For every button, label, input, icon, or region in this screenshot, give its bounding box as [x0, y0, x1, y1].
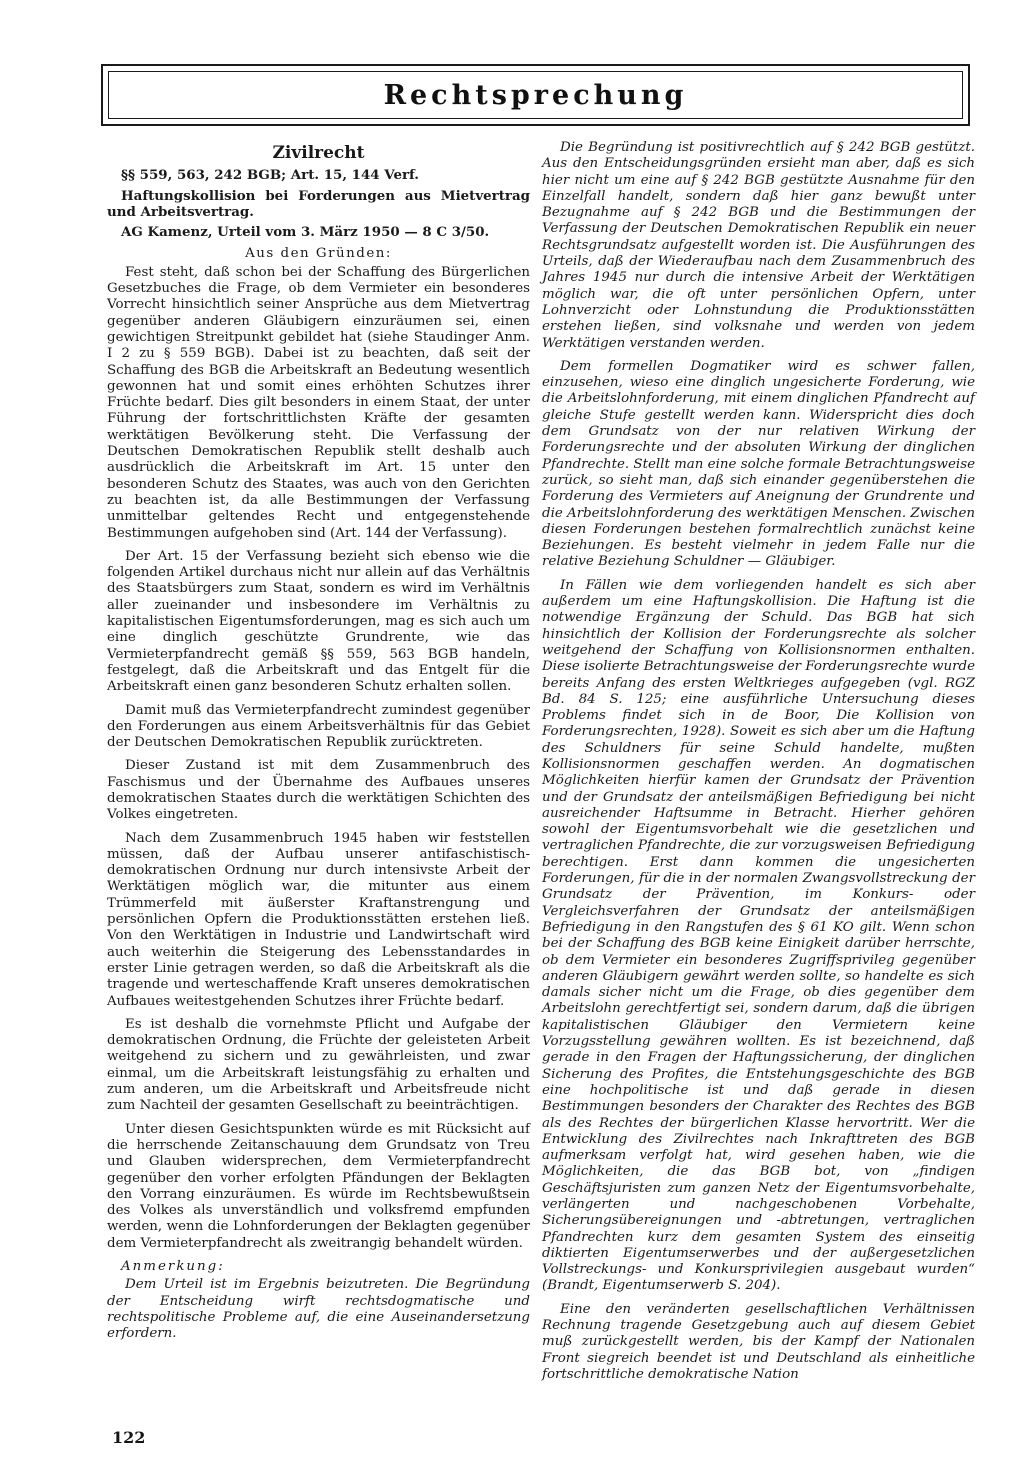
- paragraph: Nach dem Zusammenbruch 1945 haben wir feststellen müssen, daß der Aufbau unserer antifaschistisch-demokratischen Ordnung nur durch intensivste Arbeit der Werktätigen möglich war, die mitunter aus einem Trümmerfeld mit äußerster Kraftanstrengung und persönlichen Opfern die Produktionsstätten erstehen ließ. Von den Werktätigen in Industrie und Landwirtschaft wird auch weiterhin die Steigerung des Lebensstandardes in erster Linie getragen werden, so daß die Arbeitskraft als die tragende und werteschaffende Kraft unseres demokratischen Aufbaues weitestgehenden Schutzes ihrer Früchte bedarf.: [107, 830, 530, 1009]
- page-title: Rechtsprechung: [383, 79, 688, 111]
- paragraph: In Fällen wie dem vorliegenden handelt es sich aber außerdem um eine Haftungskollision. Die Haftung ist die notwendige Ergänzung der Schuld. Das BGB hat sich hinsichtlich der Kollision der Forderungsrechte als solcher weitgehend der Schaffung von Kollisionsnormen enthalten. Diese isolierte Betrachtungsweise der Forderungsrechte wurde bereits Anfang des ersten Weltkrieges aufgegeben (vgl. RGZ Bd. 84 S. 125; eine ausführliche Untersuchung dieses Problems findet sich in de Boor, Die Kollision von Forderungsrechten, 1928). Soweit es sich aber um die Haftung des Schuldners für seine Schuld handelte, mußten Kollisionsnormen geschaffen werden. An dogmatischen Möglichkeiten hierfür kamen der Grundsatz der Prävention und der Grundsatz der anteilsmäßigen Befriedigung bei nicht ausreichender Haftsumme in Betracht. Hierher gehören sowohl der Eigentumsvorbehalt wie die gesetzlichen und vertraglichen Pfandrechte, die zur vorzugsweisen Befriedigung berechtigen. Erst dann kommen die ungesicherten Forderungen, für die in der normalen Zwangsvollstreckung der Grundsatz der Prävention, im Konkurs- oder Vergleichsverfahren der Grundsatz der anteilsmäßigen Befriedigung in den Rangstufen des § 61 KO gilt. Wenn schon bei der Schaffung des BGB keine Einigkeit darüber herrschte, ob dem Vermieter ein besonderes Zugriffsprivileg gegenüber anderen Gläubigern gewährt werden sollte, so handelte es sich damals sicher nicht um die Frage, ob dies gegenüber dem Arbeitslohn gerechtfertigt sei, sondern darum, daß die übrigen kapitalistischen Gläubiger den Vermietern keine Vorzugsstellung gewähren wollten. Es ist bezeichnend, daß gerade in den Fragen der Haftungssicherung, der dinglichen Sicherung des Profites, die Entstehungsgeschichte des BGB eine hochpolitische ist und daß gerade in diesen Bestimmungen besonders der Charakter des Rechtes des BGB als des Rechtes der bürgerlichen Klasse hervortritt. Wer die Entwicklung des Zivilrechtes nach Inkrafttreten des BGB aufmerksam verfolgt hat, wird gesehen haben, wie die Möglichkeiten, die das BGB bot, von „findigen Geschäftsjuristen zum ganzen Netz der Eigentumsvorbehalte, verlängerten und nachgeschobenen Vorbehalte, Sicherungsübereignungen und -abtretungen, vertraglichen Pfandrechten kurz dem gesamten System des einseitig diktierten Eigentumserwerbes und der außergesetzlichen Vollstreckungs- und Konkursprivilegien ausgebaut wurden“ (Brandt, Eigentumserwerb S. 204).: [542, 577, 975, 1294]
- right-column: [542, 140, 975, 1390]
- paragraph: Der Art. 15 der Verfassung bezieht sich ebenso wie die folgenden Artikel durchaus nicht nur allein auf das Verhältnis des Staatsbürgers zum Staat, sondern es wird im Verhältnis aller zueinander und insbesondere im Verhältnis zu kapitalistischen Eigentumsforderungen, mag es sich auch um eine dinglich geschützte Grundrente, wie das Vermieterpfandrecht gemäß §§ 559, 563 BGB handeln, festgelegt, daß die Arbeitskraft und das Entgelt für die Arbeitskraft einen ganz besonderen Schutz erhalten sollen.: [107, 548, 530, 695]
- court-reference: AG Kamenz, Urteil vom 3. März 1950 — 8 C 3/50.: [121, 224, 490, 241]
- case-topic: Haftungskollision bei Forderungen aus Mietvertrag und Arbeitsvertrag.: [107, 187, 530, 220]
- paragraph: Damit muß das Vermieterpfandrecht zumindest gegenüber den Forderungen aus einem Arbeitsverhältnis für das Gebiet der Deutschen Demokratischen Republik zurücktreten.: [107, 702, 530, 751]
- left-column: [107, 140, 530, 1349]
- section-heading: Zivilrecht: [272, 143, 365, 163]
- paragraph: Unter diesen Gesichtspunkten würde es mit Rücksicht auf die herrschende Zeitanschauung dem Grundsatz von Treu und Glauben widersprechen, dem Vermieterpfandrecht gegenüber den vorher erfolgten Pfändungen der Beklagten den Vorrang einzuräumen. Es würde im Rechtsbewußtsein des Volkes als unverständlich und volksfremd empfunden werden, wenn die Lohnforderungen der Beklagten gegenüber dem Vermieterpfandrecht als zweitrangig behandelt würden.: [107, 1121, 530, 1251]
- note-heading: Anmerkung:: [121, 1259, 225, 1274]
- statute-references: §§ 559, 563, 242 BGB; Art. 15, 144 Verf.: [121, 167, 419, 184]
- note-paragraph: Dem Urteil ist im Ergebnis beizutreten. Die Begründung der Entscheidung wirft rechtsdogmatische und rechtspolitische Probleme auf, die eine Auseinandersetzung erfordern.: [107, 1277, 530, 1342]
- paragraph: Dem formellen Dogmatiker wird es schwer fallen, einzusehen, wieso eine dinglich ungesicherte Forderung, wie die Arbeitslohnforderung, mit einem dinglichen Pfandrecht auf gleiche Stufe gestellt werden kann. Widerspricht dies doch dem Grundsatz von der nur relativen Wirkung der Forderungsrechte und der absoluten Wirkung der dinglichen Pfandrechte. Stellt man eine solche formale Betrachtungsweise zurück, so sieht man, daß sich einander gegenüberstehen die Forderung des Vermieters auf Aneignung der Grundrente und die Arbeitslohnforderung des werktätigen Menschen. Zwischen diesen Forderungen bestehen formalrechtlich zunächst keine Beziehungen. Es besteht vielmehr in jedem Falle nur die relative Beziehung Schuldner — Gläubiger.: [542, 358, 975, 570]
- paragraph: Dieser Zustand ist mit dem Zusammenbruch des Faschismus und der Übernahme des Aufbaues unseres demokratischen Staates durch die werktätigen Schichten des Volkes eingetreten.: [107, 758, 530, 823]
- header-inner-frame: [108, 71, 963, 119]
- reasons-heading: Aus den Gründen:: [245, 246, 392, 262]
- paragraph: Es ist deshalb die vornehmste Pflicht und Aufgabe der demokratischen Ordnung, die Früchte der geleisteten Arbeit weitgehend zu sichern und zu gewährleisten, und zwar einmal, um die Arbeitskraft leistungsfähig zu erhalten und zum anderen, um die Arbeitskraft und Arbeitsfreude nicht zum Nachteil der gesamten Gesellschaft zu beeinträchtigen.: [107, 1016, 530, 1114]
- page-number: 122: [112, 1428, 146, 1447]
- paragraph: Fest steht, daß schon bei der Schaffung des Bürgerlichen Gesetzbuches die Frage, ob dem Vermieter ein besonderes Vorrecht hinsichtlich seiner Ansprüche aus dem Mietvertrag gegenüber anderen Gläubigern einzuräumen sei, einen gewichtigen Streitpunkt gebildet hat (siehe Staudinger Anm. I 2 zu § 559 BGB). Dabei ist zu beachten, daß seit der Schaffung des BGB die Arbeitskraft an Bedeutung wesentlich gewonnen hat und somit eines erhöhten Schutzes ihrer Früchte bedarf. Dies gilt besonders in einem Staat, der unter Führung der fortschrittlichsten Kräfte der gesamten werktätigen Bevölkerung steht. Die Verfassung der Deutschen Demokratischen Republik stellt deshalb auch ausdrücklich die Arbeitskraft im Art. 15 unter den besonderen Schutz des Staates, was auch von den Gerichten zu beachten ist, da alle Bestimmungen der Verfassung unmittelbar geltendes Recht und entgegenstehende Bestimmungen aufgehoben sind (Art. 144 der Verfassung).: [107, 264, 530, 541]
- paragraph: Eine den veränderten gesellschaftlichen Verhältnissen Rechnung tragende Gesetzgebung auch auf diesem Gebiet muß zurückgestellt werden, bis der Kampf der Nationalen Front siegreich beendet ist und Deutschland als einheitliche fortschrittliche demokratische Nation: [542, 1301, 975, 1382]
- header-frame: [101, 64, 970, 126]
- paragraph: Die Begründung ist positivrechtlich auf § 242 BGB gestützt. Aus den Entscheidungsgründen ersieht man aber, daß es sich hier nicht um eine auf § 242 BGB gestützte Ausnahme für den Einzelfall handelt, sondern daß hier ganz bewußt unter Bezugnahme auf § 242 BGB und die Bestimmungen der Verfassung der Deutschen Demokratischen Republik ein neuer Rechtsgrundsatz aufgestellt worden ist. Die Ausführungen des Urteils, daß der Wiederaufbau nach dem Zusammenbruch des Jahres 1945 nur durch die intensive Arbeit der Werktätigen möglich war, die oft unter persönlichen Opfern, unter Lohnverzicht oder Lohnstundung die Produktionsstätten erstehen ließen, sind volksnahe und werden von jedem Werktätigen verstanden werden.: [542, 140, 975, 351]
